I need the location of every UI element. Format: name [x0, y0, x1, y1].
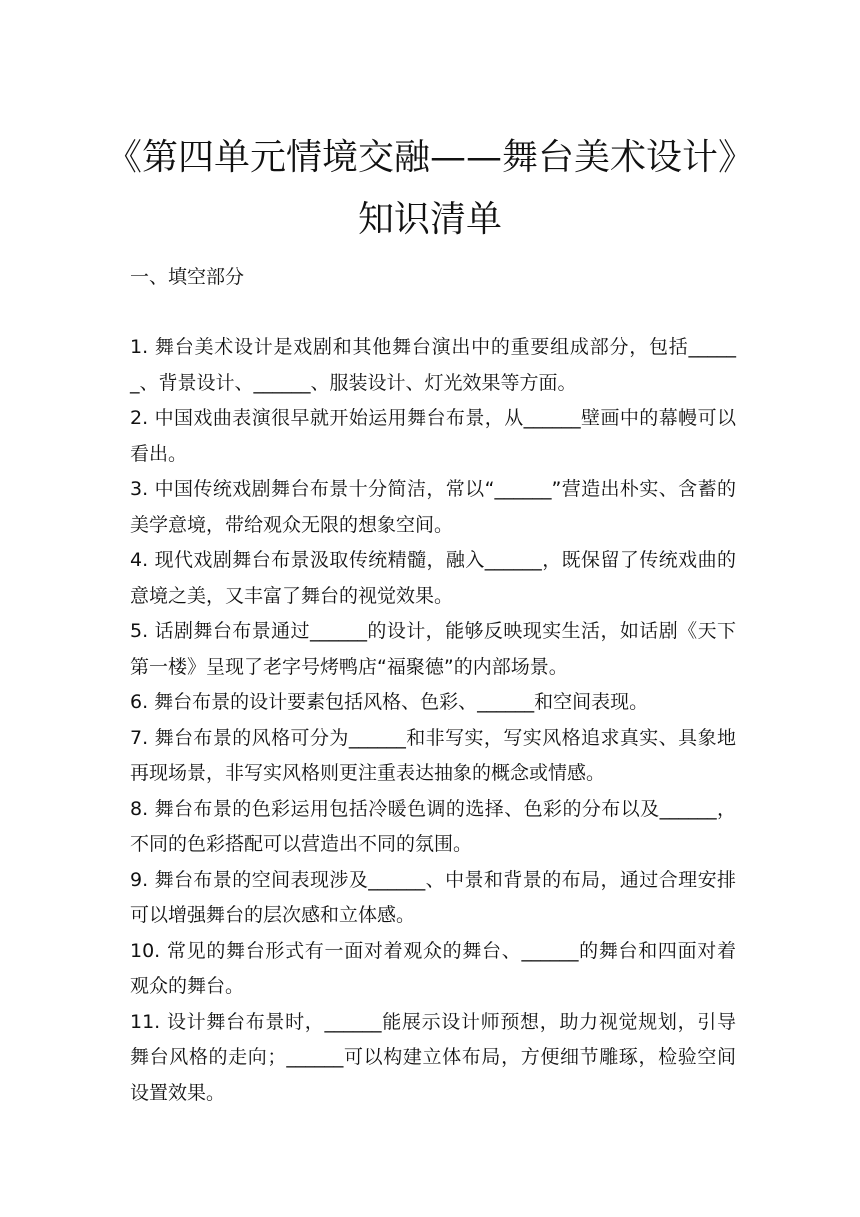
question-item-11: 11. 设计舞台布景时，______能展示设计师预想，助力视觉规划，引导舞台风格的走向；______可以构建立体布局，方便细节雕琢，检验空间设置效果。 — [130, 1010, 736, 1104]
document-title-line2: 知识清单 — [357, 199, 502, 241]
question-item-10: 10. 常见的舞台形式有一面对着观众的舞台、______的舞台和四面对着观众的舞台。 — [130, 939, 736, 997]
section-heading: 一、填空部分 — [130, 266, 245, 288]
question-item-2: 2. 中国戏曲表演很早就开始运用舞台布景，从______壁画中的幕幔可以看出。 — [130, 407, 736, 465]
document-title-line1: 《第四单元情境交融——舞台美术设计》 — [105, 137, 754, 179]
question-item-5: 5. 话剧舞台布景通过______的设计，能够反映现实生活，如话剧《天下第一楼》呈现了老字号烤鸭店“福聚德”的内部场景。 — [130, 620, 736, 678]
question-item-9: 9. 舞台布景的空间表现涉及______、中景和背景的布局，通过合理安排可以增强舞台的层次感和立体感。 — [130, 868, 736, 926]
question-item-6: 6. 舞台布景的设计要素包括风格、色彩、______和空间表现。 — [130, 691, 649, 713]
question-item-4: 4. 现代戏剧舞台布景汲取传统精髓，融入______，既保留了传统戏曲的意境之美，又丰富了舞台的视觉效果。 — [130, 549, 736, 607]
question-item-1: 1. 舞台美术设计是戏剧和其他舞台演出中的重要组成部分，包括______、背景设计、______、服装设计、灯光效果等方面。 — [130, 336, 736, 394]
question-list — [130, 330, 736, 1111]
question-item-3: 3. 中国传统戏剧舞台布景十分简洁，常以“______”营造出朴实、含蓄的美学意境，带给观众无限的想象空间。 — [130, 478, 736, 536]
question-item-8: 8. 舞台布景的色彩运用包括冷暖色调的选择、色彩的分布以及______，不同的色彩搭配可以营造出不同的氛围。 — [130, 797, 736, 855]
question-item-7: 7. 舞台布景的风格可分为______和非写实，写实风格追求真实、具象地再现场景，非写实风格则更注重表达抽象的概念或情感。 — [130, 726, 736, 784]
